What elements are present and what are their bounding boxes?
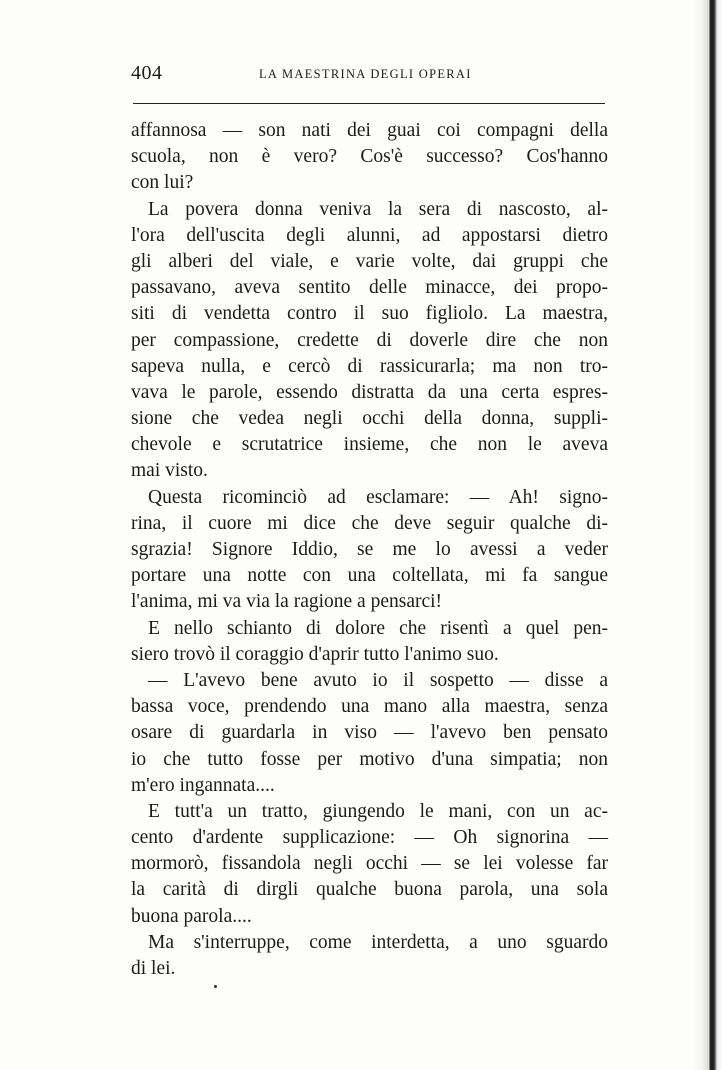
text-line: Ma s'interruppe, come interdetta, a uno sguardo [148,931,608,953]
text-line: rina, il cuore mi dice che deve seguir qualche di- [131,512,608,534]
text-line: affannosa — son nati dei guai coi compagni della [131,120,608,141]
text-line: l'ora dell'uscita degli alunni, ad appostarsi dietro [131,224,608,246]
text-line: la carità di dirgli qualche buona parola, una sola [131,879,608,901]
text-line: gli alberi del viale, e varie volte, dai gruppi che [131,250,608,272]
text-line: siti di vendetta contro il suo figliolo. La maestra, [131,303,608,325]
text-line: passavano, aveva sentito delle minacce, dei propo- [131,277,608,299]
text-line: La povera donna veniva la sera di nascosto, al- [148,198,608,220]
text-line: chevole e scrutatrice insieme, che non le aveva [131,434,608,456]
page-number: 404 [131,62,163,84]
text-line: sgrazia! Signore Iddio, se me lo avessi a veder [131,539,608,560]
text-line: — L'avevo bene avuto io il sospetto — disse a [148,669,608,691]
text-line: cento d'ardente supplicazione: — Oh signorina — [131,827,608,849]
text-line: l'anima, mi va via la ragione a pensarci! [131,591,443,613]
text-line: bassa voce, prendendo una mano alla maestra, senza [131,696,608,718]
text-line: portare una notte con una coltellata, mi fa sangue [131,565,608,587]
text-line: con lui? [131,172,194,194]
text-line: vava le parole, essendo distratta da una certa espres- [131,381,608,403]
text-line: mormorò, fissandola negli occhi — se lei volesse far [131,853,608,875]
text-line: di lei. [131,958,176,979]
book-spine-edge [693,0,722,1070]
running-title: LA MAESTRINA DEGLI OPERAI [259,67,472,81]
paper-speck [214,985,217,988]
text-line: Questa ricominciò ad esclamare: — Ah! signo- [148,486,608,508]
text-line: scuola, non è vero? Cos'è successo? Cos'hanno [131,146,608,168]
text-line: mai visto. [131,460,208,482]
text-line: E tutt'a un tratto, giungendo le mani, con un ac- [148,800,608,822]
body-text [131,118,608,982]
header-rule [133,103,605,104]
text-line: per compassione, credette di doverle dire che non [131,329,608,351]
text-line: siero trovò il coraggio d'aprir tutto l'animo suo. [131,643,499,665]
text-line: m'ero ingannata.... [131,774,275,796]
text-line: buona parola.... [131,905,252,927]
text-line: sione che vedea negli occhi della donna, suppli- [131,408,608,430]
text-line: io che tutto fosse per motivo d'una simpatia; non [131,748,608,770]
page-header [131,60,605,86]
text-line: osare di guardarla in viso — l'avevo ben pensato [131,722,608,744]
text-line: sapeva nulla, e cercò di rassicurarla; ma non tro- [131,355,608,377]
text-line: E nello schianto di dolore che risentì a quel pen- [148,617,608,639]
